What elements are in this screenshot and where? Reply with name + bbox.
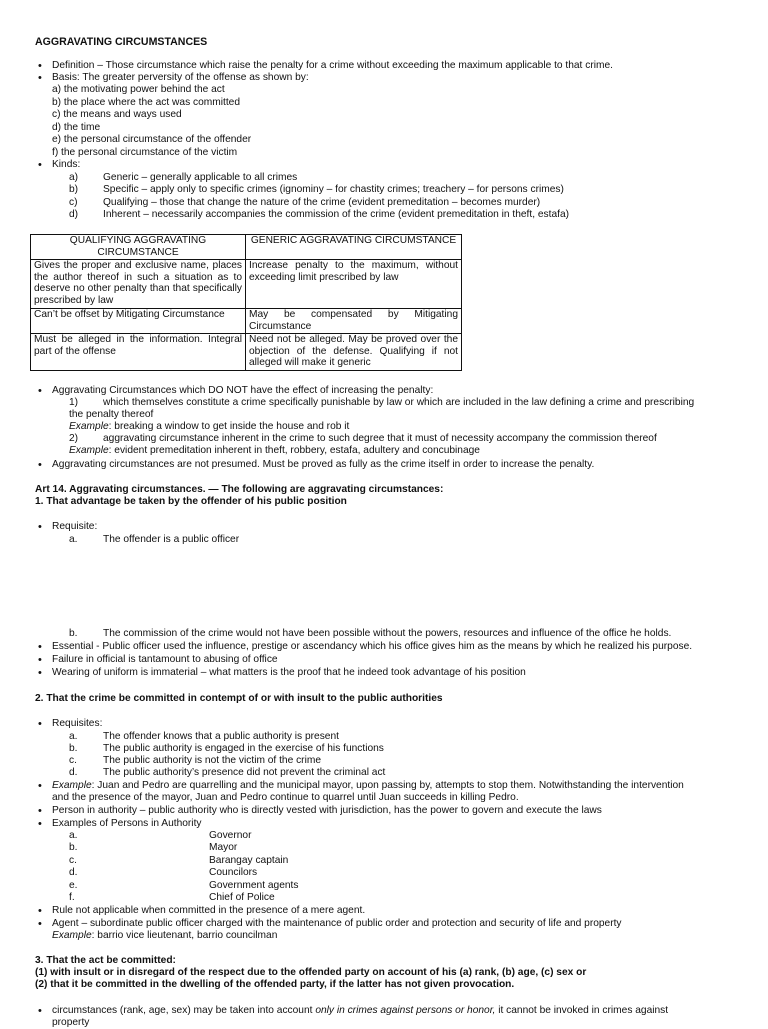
item-number: 1) — [69, 397, 79, 408]
comparison-table — [30, 234, 462, 371]
item-text: aggravating circumstance inherent in the crime to such degree that it must of necessity accompany the commission thereof — [103, 433, 657, 444]
requisite-letter: a. — [69, 731, 78, 742]
kind-text: Inherent – necessarily accompanies the commission of the crime (evident premeditation in theft, estafa) — [103, 209, 570, 220]
failure-bullet: • Failure in official is tantamount to abusing of office — [52, 654, 278, 666]
basis-item: b) the place where the act was committed — [52, 97, 240, 108]
example-label: Example — [52, 780, 92, 791]
person-letter: e. — [69, 880, 78, 891]
person-in-authority-bullet: • Person in authority – public authority who is directly vested with jurisdiction, has the power to govern and execute the laws — [52, 805, 602, 817]
person-letter: b. — [69, 842, 78, 853]
requisite-letter: b. — [69, 628, 78, 639]
circumstances-text: circumstances (rank, age, sex) may be taken into account — [52, 1005, 316, 1016]
table-cell: Must be alleged in the information. Integral part of the offense — [31, 334, 246, 371]
section2-heading: 2. That the crime be committed in contempt of or with insult to the public authorities — [35, 693, 443, 704]
kind-letter: a) — [69, 172, 79, 183]
person-text: Mayor — [209, 842, 238, 853]
example-text: : Juan and Pedro are quarrelling and the municipal mayor, upon passing by, attempts to stop them. Notwithstanding the intervention — [91, 780, 684, 791]
requisite-letter: a. — [69, 534, 78, 545]
kind-letter: c) — [69, 197, 78, 208]
table-row — [31, 334, 462, 371]
example-label: Example — [69, 421, 109, 432]
table-cell: Increase penalty to the maximum, without exceeding limit prescribed by law — [246, 260, 462, 309]
section3-item-2: (2) that it be committed in the dwelling of the offended party, if the latter has not given provocation. — [35, 979, 515, 990]
requisite-text: The offender is a public officer — [103, 534, 240, 545]
table-row — [31, 309, 462, 334]
section1-heading: 1. That advantage be taken by the offender of his public position — [35, 496, 347, 507]
example-line — [69, 445, 480, 457]
requisite-text: The public authority is not the victim of the crime — [103, 755, 321, 766]
basis-item: f) the personal circumstance of the victim — [52, 147, 238, 158]
requisite-bullet: • Requisite: — [52, 521, 97, 533]
person-letter: a. — [69, 830, 78, 841]
document-title: AGGRAVATING CIRCUMSTANCES — [35, 36, 208, 48]
person-letter: f. — [69, 892, 75, 903]
kind-letter: b) — [69, 184, 79, 195]
example-text: : breaking a window to get inside the house and rob it — [108, 421, 350, 432]
art14-heading: Art 14. Aggravating circumstances. — The following are aggravating circumstances: — [35, 484, 444, 495]
circumstances-text-end: it cannot be invoked in crimes against — [495, 1005, 669, 1016]
not-increasing-bullet: • Aggravating Circumstances which DO NOT have the effect of increasing the penalty: — [52, 385, 433, 397]
item-number: 2) — [69, 433, 79, 444]
requisite-letter: c. — [69, 755, 77, 766]
circumstances-bullet — [52, 1005, 668, 1017]
basis-item: e) the personal circumstance of the offender — [52, 134, 252, 145]
circumstances-italic: only in crimes against persons or honor, — [315, 1005, 496, 1016]
table-header-cell: GENERIC AGGRAVATING CIRCUMSTANCE — [246, 235, 462, 260]
section3-heading: 3. That the act be committed: — [35, 955, 176, 966]
kind-letter: d) — [69, 209, 79, 220]
table-header-cell: QUALIFYING AGGRAVATING CIRCUMSTANCE — [31, 235, 246, 260]
table-row — [31, 260, 462, 309]
example-line — [69, 421, 349, 433]
not-presumed-bullet: • Aggravating circumstances are not presumed. Must be proved as fully as the crime itself in order to increase the penalty. — [52, 459, 594, 471]
example-text: : evident premeditation inherent in theft, robbery, estafa, adultery and concubinage — [108, 445, 480, 456]
person-text: Barangay captain — [209, 855, 289, 866]
example-text-continued: and the presence of the mayor, Juan and Pedro continue to quarrel until Juan succeeds in killing Pedro. — [52, 792, 519, 803]
examples-bullet: • Examples of Persons in Authority — [52, 818, 202, 830]
example-bullet — [52, 780, 684, 792]
requisite-letter: d. — [69, 767, 78, 778]
kind-text: Specific – apply only to specific crimes (ignominy – for chastity crimes; treachery – for persons crimes) — [103, 184, 564, 195]
table-cell: Gives the proper and exclusive name, places the author thereof in such a situation as to deserve no other penalty than that specifically prescribed by law — [31, 260, 246, 309]
kinds-bullet: • Kinds: — [52, 159, 80, 171]
essential-bullet: • Essential - Public officer used the influence, prestige or ascendancy which his office gives him as the means by which he realized his purpose. — [52, 641, 692, 653]
requisites-bullet: • Requisites: — [52, 718, 102, 730]
example-label: Example — [69, 445, 109, 456]
kind-text: Qualifying – those that change the nature of the crime (evident premeditation – becomes murder) — [103, 197, 541, 208]
example-text: : barrio vice lieutenant, barrio councilman — [91, 930, 278, 941]
item-text-continued: the penalty thereof — [69, 409, 154, 420]
requisite-text: The offender knows that a public authority is present — [103, 731, 339, 742]
basis-bullet: • Basis: The greater perversity of the offense as shown by: — [52, 72, 309, 84]
person-letter: c. — [69, 855, 77, 866]
requisite-text: The public authority is engaged in the exercise of his functions — [103, 743, 384, 754]
item-text: which themselves constitute a crime specifically punishable by law or which are included in the law defining a crime and prescribing — [103, 397, 695, 408]
uniform-bullet: • Wearing of uniform is immaterial – what matters is the proof that he indeed took advantage of his position — [52, 667, 526, 679]
person-letter: d. — [69, 867, 78, 878]
table-header-row — [31, 235, 462, 260]
table-cell: Can’t be offset by Mitigating Circumstance — [31, 309, 246, 334]
section3-item-1: (1) with insult or in disregard of the respect due to the offended party on account of his (a) rank, (b) age, (c) sex or — [35, 967, 587, 978]
agent-bullet: • Agent – subordinate public officer charged with the maintenance of public order and protection and security of life and property — [52, 918, 622, 930]
requisite-text: The public authority’s presence did not prevent the criminal act — [103, 767, 386, 778]
rule-bullet: • Rule not applicable when committed in the presence of a mere agent. — [52, 905, 365, 917]
requisite-text: The commission of the crime would not have been possible without the powers, resources and influence of the office he holds. — [103, 628, 672, 639]
circumstances-continued: property — [52, 1017, 90, 1028]
requisite-letter: b. — [69, 743, 78, 754]
basis-item: a) the motivating power behind the act — [52, 84, 225, 95]
person-text: Government agents — [209, 880, 299, 891]
table-cell: May be compensated by Mitigating Circumstance — [246, 309, 462, 334]
definition-bullet: • Definition – Those circumstance which raise the penalty for a crime without exceeding the maximum applicable to that crime. — [52, 60, 613, 72]
example-label: Example — [52, 930, 92, 941]
person-text: Governor — [209, 830, 252, 841]
table-cell: Need not be alleged. May be proved over the objection of the defense. Qualifying if not alleged will make it generic — [246, 334, 462, 371]
basis-item: c) the means and ways used — [52, 109, 182, 120]
basis-item: d) the time — [52, 122, 101, 133]
person-text: Councilors — [209, 867, 258, 878]
kind-text: Generic – generally applicable to all crimes — [103, 172, 298, 183]
person-text: Chief of Police — [209, 892, 275, 903]
example-line — [52, 930, 277, 942]
